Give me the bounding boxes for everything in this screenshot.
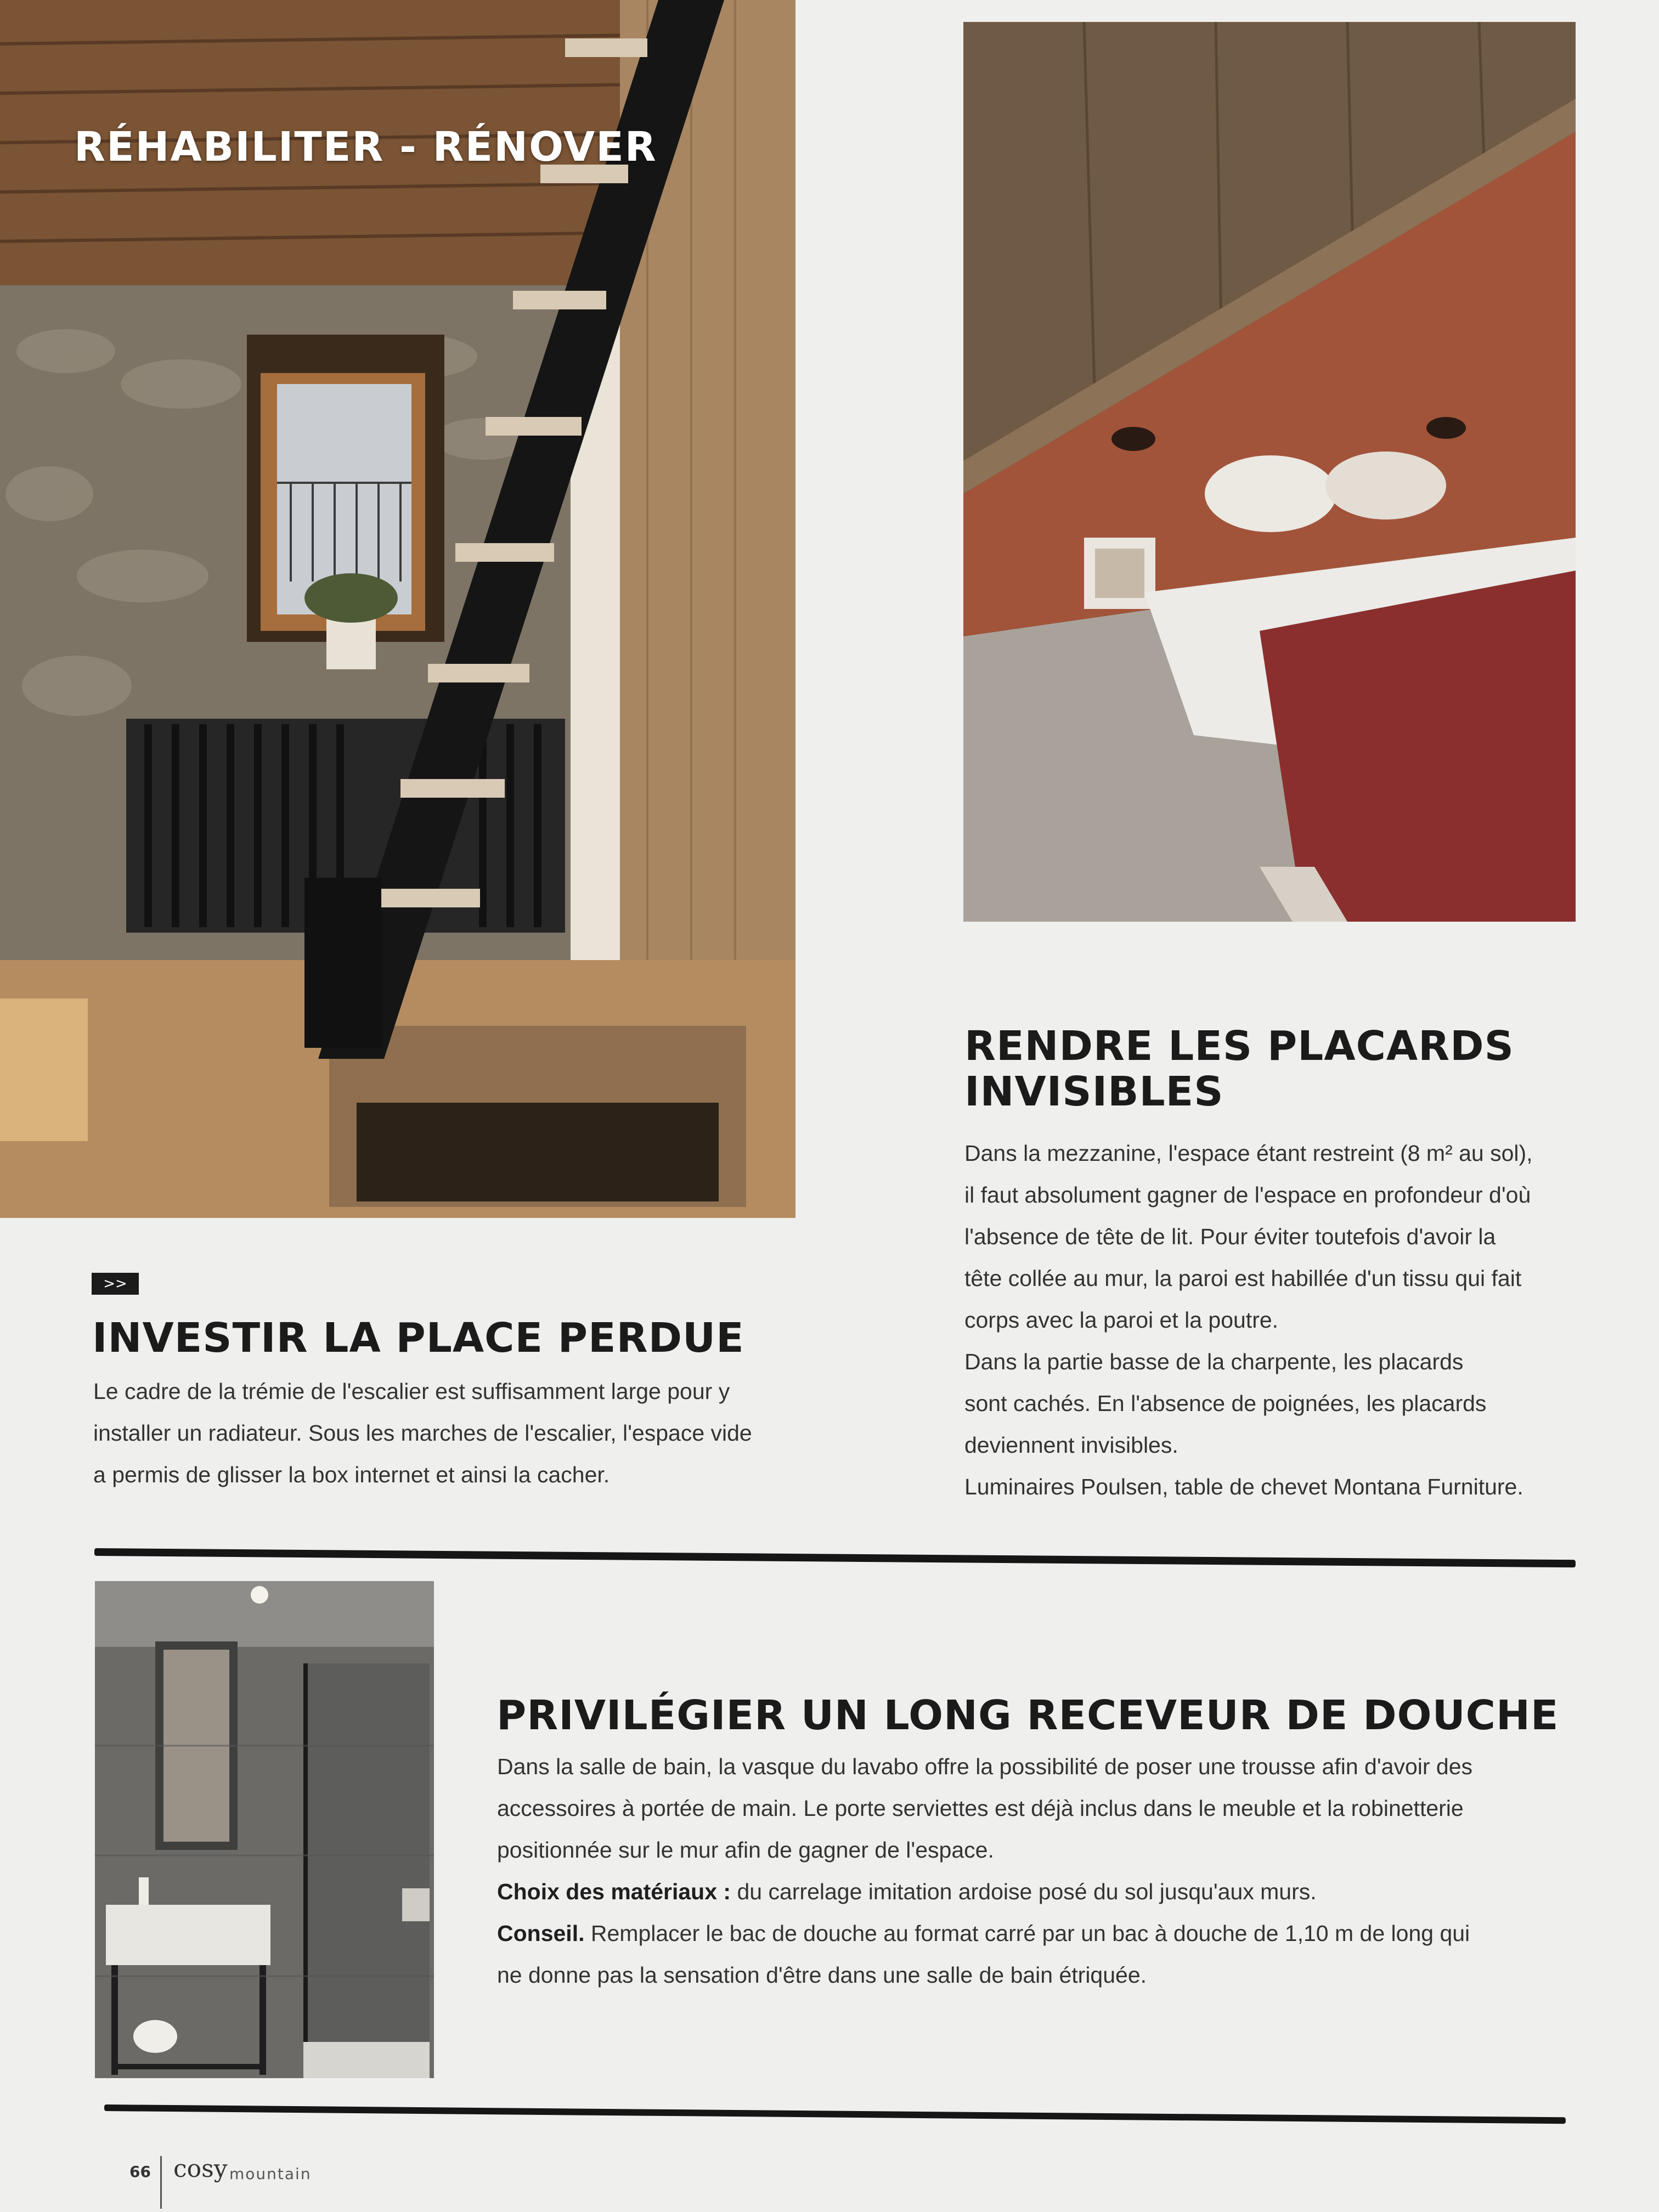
tip-text: Remplacer le bac de douche au format carré par un bac à douche de 1,10 m de long qui <box>584 1921 1470 1946</box>
body-line: l'absence de tête de lit. Pour éviter toutefois d'avoir la <box>964 1224 1496 1249</box>
heading-placards <box>964 1024 1595 1115</box>
divider-rule <box>104 2104 1566 2124</box>
body-line: Luminaires Poulsen, table de chevet Montana Furniture. <box>964 1474 1523 1499</box>
bathroom-illustration <box>95 1581 434 2078</box>
body-line: positionnée sur le mur afin de gagner de l'espace. <box>497 1837 994 1863</box>
section-arrow-badge: >> <box>92 1273 139 1295</box>
footer-divider <box>160 2156 162 2209</box>
divider-rule <box>94 1548 1576 1567</box>
body-line: ne donne pas la sensation d'être dans une salle de bain étriquée. <box>497 1962 1147 1988</box>
body-line: Le cadre de la trémie de l'escalier est suffisamment large pour y <box>93 1379 730 1404</box>
materials-text: du carrelage imitation ardoise posé du sol jusqu'aux murs. <box>731 1879 1317 1904</box>
materials-label: Choix des matériaux : <box>497 1879 731 1904</box>
body-line: Dans la mezzanine, l'espace étant restreint (8 m² au sol), <box>964 1141 1533 1166</box>
body-line: installer un radiateur. Sous les marches de l'escalier, l'espace vide <box>93 1420 752 1446</box>
body-placards <box>964 1132 1595 1508</box>
photo-bathroom <box>95 1581 434 2078</box>
body-receveur-douche <box>497 1746 1572 1996</box>
staircase-illustration <box>0 0 795 1218</box>
body-line: il faut absolument gagner de l'espace en profondeur d'où <box>964 1182 1531 1207</box>
body-line: accessoires à portée de main. Le porte serviettes est déjà inclus dans le meuble et la robinetterie <box>497 1796 1464 1821</box>
body-line: a permis de glisser la box internet et ainsi la cacher. <box>93 1462 610 1487</box>
body-line: Dans la partie basse de la charpente, les placards <box>964 1349 1464 1374</box>
heading-line: RENDRE LES PLACARDS <box>964 1023 1514 1070</box>
heading-investir-place: INVESTIR LA PLACE PERDUE <box>92 1314 744 1362</box>
bedroom-illustration <box>963 22 1576 922</box>
photo-staircase <box>0 0 795 1218</box>
page-number: 66 <box>129 2163 151 2181</box>
brand-logo-mountain: mountain <box>229 2165 312 2183</box>
body-line: deviennent invisibles. <box>964 1432 1178 1458</box>
heading-line: INVISIBLES <box>964 1068 1224 1115</box>
brand-logo-cosy: cosy <box>173 2155 228 2183</box>
section-kicker: RÉHABILITER - RÉNOVER <box>74 123 657 171</box>
body-line-tip <box>497 1912 1572 1954</box>
body-line: sont cachés. En l'absence de poignées, les placards <box>964 1391 1487 1416</box>
heading-receveur-douche: PRIVILÉGIER UN LONG RECEVEUR DE DOUCHE <box>496 1692 1559 1739</box>
body-investir-place <box>93 1370 779 1496</box>
photo-bedroom <box>963 22 1576 922</box>
tip-label: Conseil. <box>497 1921 585 1946</box>
body-line: tête collée au mur, la paroi est habillée d'un tissu qui fait <box>964 1266 1522 1291</box>
body-line-materials <box>497 1871 1572 1912</box>
body-line: corps avec la paroi et la poutre. <box>964 1307 1279 1333</box>
body-line: Dans la salle de bain, la vasque du lavabo offre la possibilité de poser une trousse afin d'avoir des <box>497 1754 1473 1779</box>
